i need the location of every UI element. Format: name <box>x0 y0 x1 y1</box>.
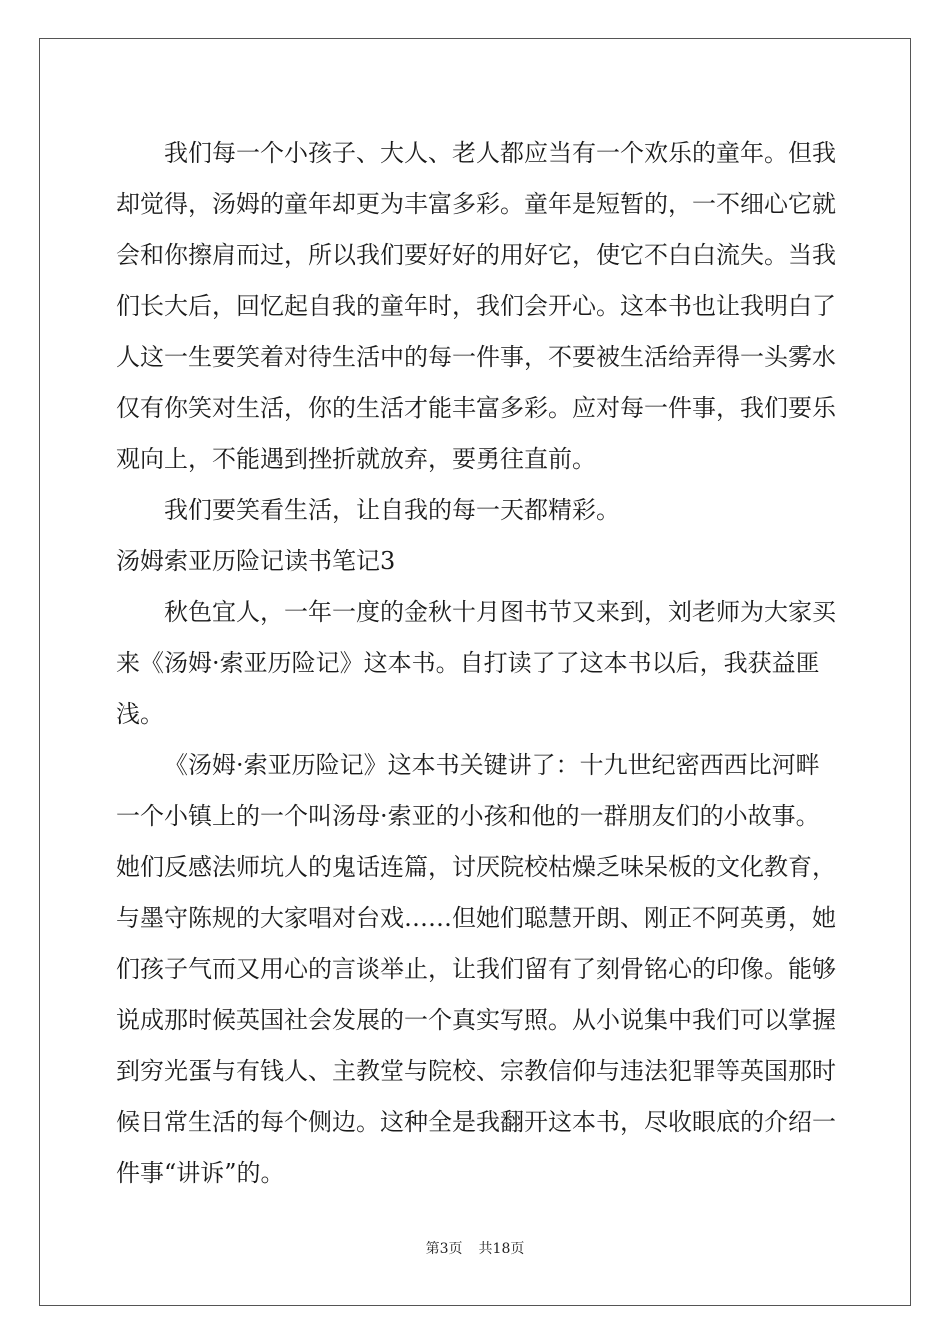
document-body <box>116 128 836 1199</box>
text-line: 来《汤姆·索亚历险记》这本书。自打读了了这本书以后，我获益匪 <box>116 649 820 677</box>
page-footer <box>0 1238 950 1258</box>
text-line: 会和你擦肩而过，所以我们要好好的用好它，使它不白白流失。当我 <box>116 241 836 269</box>
text-line: 观向上，不能遇到挫折就放弃，要勇往直前。 <box>116 445 596 473</box>
text-line: 秋色宜人，一年一度的金秋十月图书节又来到，刘老师为大家买 <box>164 598 836 626</box>
text-line: 《汤姆·索亚历险记》这本书关键讲了：十九世纪密西西比河畔 <box>164 751 820 779</box>
page-number: 第3页 <box>425 1241 463 1257</box>
text-line: 说成那时候英国社会发展的一个真实写照。从小说集中我们可以掌握 <box>116 1006 836 1034</box>
section-heading: 汤姆索亚历险记读书笔记3 <box>116 547 396 575</box>
text-line: 浅。 <box>116 700 164 728</box>
text-line: 候日常生活的每个侧边。这种全是我翻开这本书，尽收眼底的介绍一 <box>116 1108 836 1136</box>
text-line: 人这一生要笑着对待生活中的每一件事，不要被生活给弄得一头雾水 <box>116 343 836 371</box>
text-line: 我们每一个小孩子、大人、老人都应当有一个欢乐的童年。但我 <box>164 139 836 167</box>
text-line: 到穷光蛋与有钱人、主教堂与院校、宗教信仰与违法犯罪等英国那时 <box>116 1057 836 1085</box>
text-line: 却觉得，汤姆的童年却更为丰富多彩。童年是短暂的，一不细心它就 <box>116 190 836 218</box>
page-total: 共18页 <box>478 1241 525 1257</box>
text-line: 件事“讲诉”的。 <box>116 1159 285 1187</box>
text-line: 仅有你笑对生活，你的生活才能丰富多彩。应对每一件事，我们要乐 <box>116 394 836 422</box>
text-line: 们长大后，回忆起自我的童年时，我们会开心。这本书也让我明白了 <box>116 292 836 320</box>
text-line: 她们反感法师坑人的鬼话连篇，讨厌院校枯燥乏味呆板的文化教育， <box>116 853 836 881</box>
text-line: 与墨守陈规的大家唱对台戏……但她们聪慧开朗、刚正不阿英勇，她 <box>116 904 836 932</box>
text-line: 们孩子气而又用心的言谈举止，让我们留有了刻骨铭心的印像。能够 <box>116 955 836 983</box>
text-line: 一个小镇上的一个叫汤母·索亚的小孩和他的一群朋友们的小故事。 <box>116 802 820 830</box>
text-line: 我们要笑看生活，让自我的每一天都精彩。 <box>164 496 620 524</box>
